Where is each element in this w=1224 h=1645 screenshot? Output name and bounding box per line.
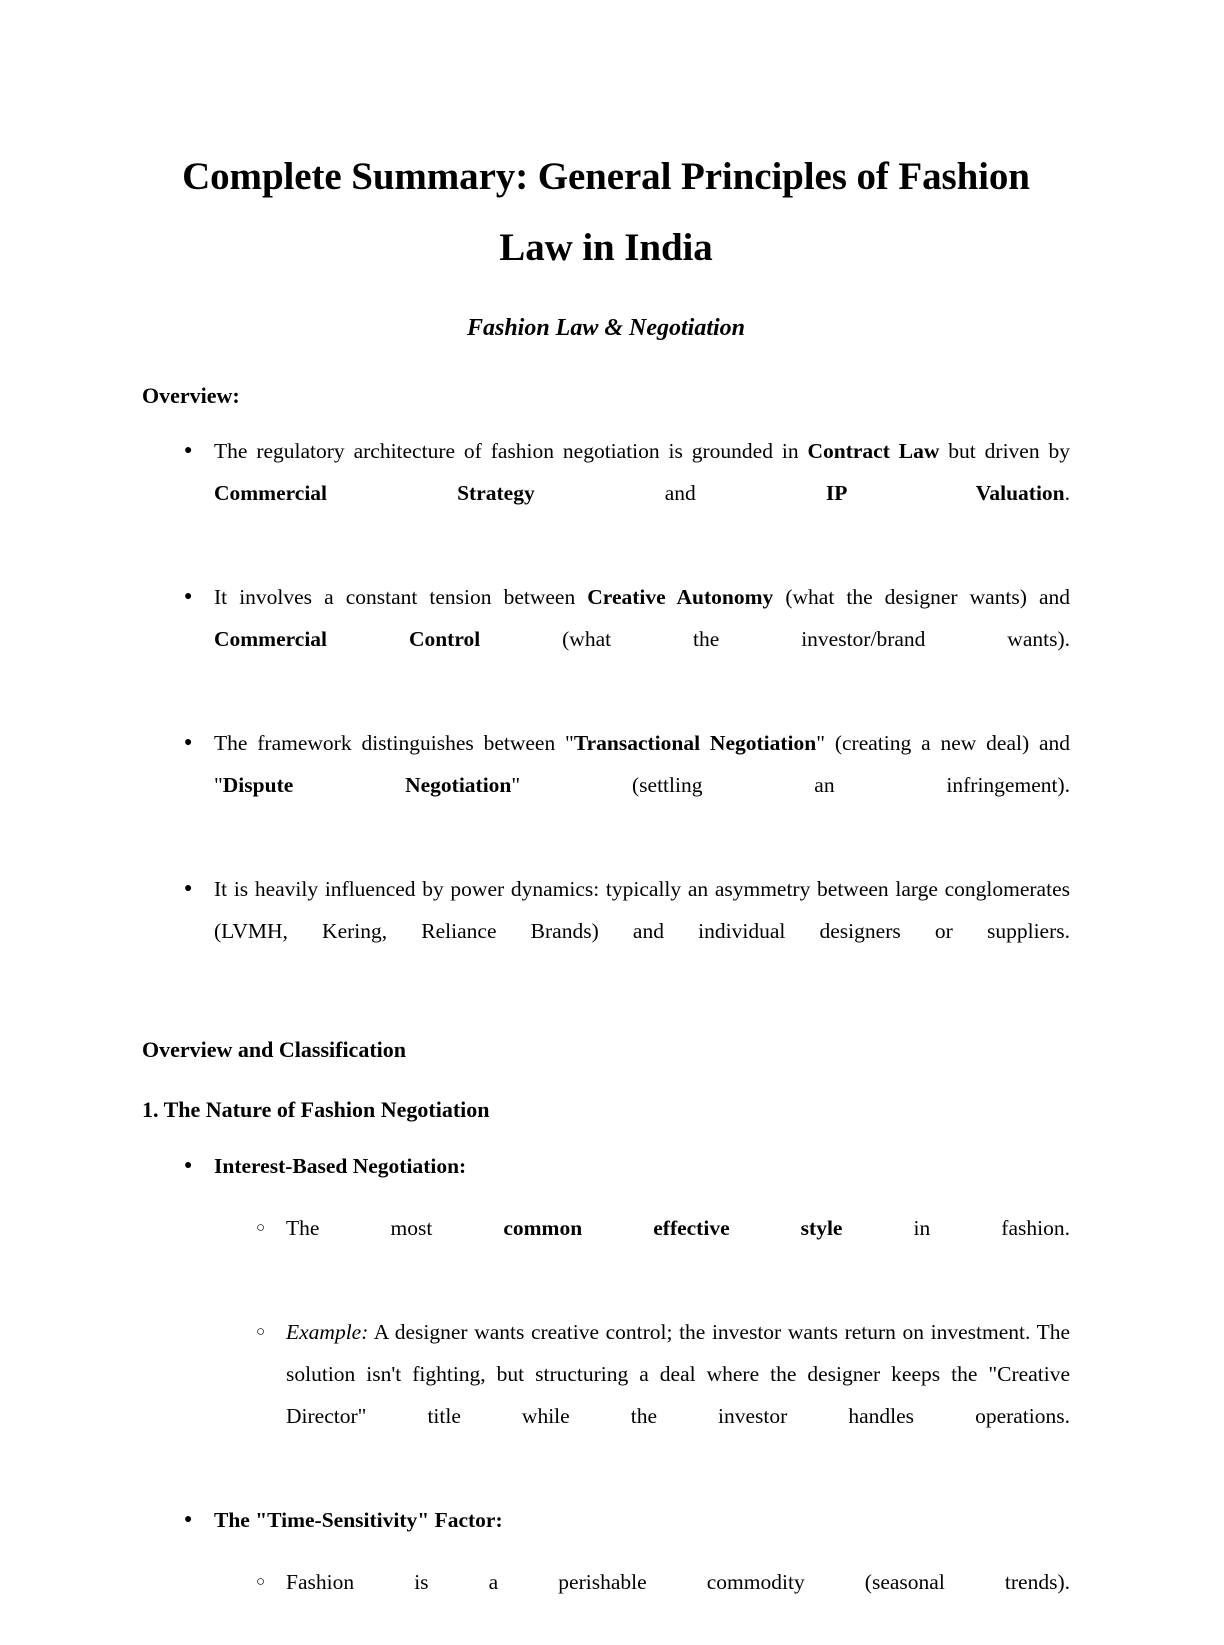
text-run: in fashion. [842, 1216, 1070, 1240]
list-item-label: The "Time-Sensitivity" Factor: [214, 1508, 503, 1532]
text-run: " (creating a new deal) and " [214, 731, 1071, 797]
sub-list-item [214, 1311, 1070, 1479]
emphasis-bold: Commercial Control [214, 627, 481, 651]
emphasis-bold: Creative Autonomy [587, 585, 774, 609]
text-run: A designer wants creative control; the investor wants return on investment. The solution isn't fighting, but structuring a deal where the designer keeps the "Creative Director" title while the investor handles operations. [286, 1320, 1070, 1428]
sub-list [214, 1561, 1070, 1645]
emphasis-bold: Dispute Negotiation [222, 773, 512, 797]
page-title-line-2: Law in India [499, 226, 713, 269]
emphasis-bold: common effective style [503, 1216, 843, 1240]
nature-item-list [142, 1145, 1070, 1645]
list-item-text [214, 576, 1070, 702]
document-content [142, 0, 1070, 1645]
emphasis-bold: Contract Law [807, 439, 940, 463]
section-heading-nature-of-fashion-negotiation: 1. The Nature of Fashion Negotiation [142, 1097, 490, 1122]
text-run: (what the designer wants) and [773, 585, 1070, 609]
text-run: The framework distinguishes between " [214, 731, 574, 755]
list-item [142, 576, 1070, 702]
list-item [142, 868, 1070, 994]
text-run: and [534, 481, 826, 505]
emphasis-bold: Transactional Negotiation [573, 731, 817, 755]
text-run: The regulatory architecture of fashion negotiation is grounded in [214, 439, 808, 463]
page-title-line-1: Complete Summary: General Principles of Fashion [182, 155, 1030, 198]
section-heading-overview-and-classification: Overview and Classification [142, 1037, 406, 1062]
list-item [142, 1145, 1070, 1479]
emphasis-bold: Commercial Strategy [214, 481, 535, 505]
page-title [142, 0, 1070, 283]
text-run: It is heavily influenced by power dynamics: typically an asymmetry between large conglomerates (LVMH, Kering, Reliance Brands) and individual designers or suppliers. [214, 877, 1070, 943]
list-item [142, 1499, 1070, 1645]
list-item-label: Interest-Based Negotiation: [214, 1154, 467, 1178]
emphasis-bold: IP Valuation [825, 481, 1065, 505]
section-heading-overview: Overview: [142, 383, 240, 408]
sub-list [214, 1207, 1070, 1479]
sub-list-item-text [286, 1561, 1070, 1645]
text-run: The most [286, 1216, 504, 1240]
list-item [142, 722, 1070, 848]
list-item [142, 430, 1070, 556]
overview-bullet-list [142, 430, 1070, 994]
sub-list-item-text [286, 1311, 1070, 1479]
list-item-text [214, 722, 1070, 848]
sub-list-item [214, 1561, 1070, 1645]
list-item-text [214, 430, 1070, 556]
emphasis-italic: Example: [286, 1320, 369, 1344]
sub-list-item-text [286, 1207, 1070, 1291]
text-run: (what the investor/brand wants). [480, 627, 1071, 651]
list-item-text [214, 868, 1070, 994]
text-run: Fashion is a perishable commodity (seasonal trends). [286, 1570, 1070, 1594]
text-run: It involves a constant tension between [214, 585, 588, 609]
text-run: " (settling an infringement). [511, 773, 1070, 797]
page-subtitle: Fashion Law & Negotiation [466, 315, 746, 341]
text-run: but driven by [939, 439, 1070, 463]
sub-list-item [214, 1207, 1070, 1291]
text-run: . [1064, 481, 1070, 505]
